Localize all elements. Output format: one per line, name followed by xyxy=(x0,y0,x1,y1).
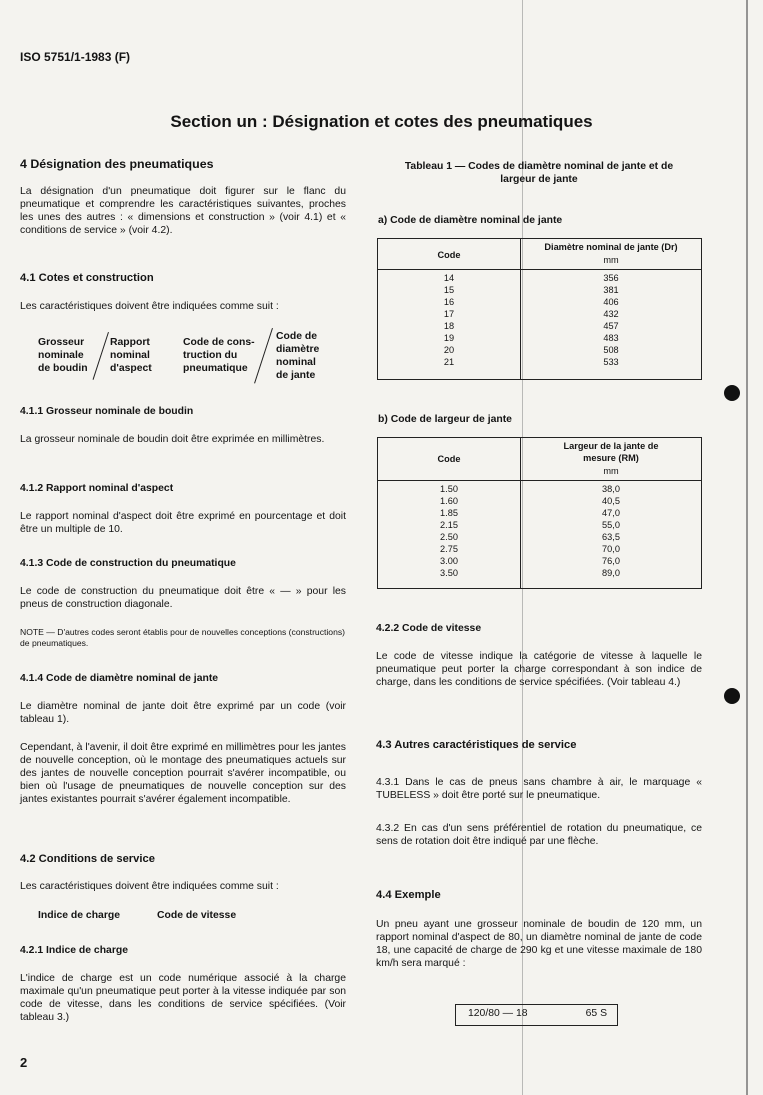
table-b-value-cell: 55,0 xyxy=(602,520,620,530)
section-4-1 xyxy=(20,272,346,313)
table-b-code-cell: 2.50 xyxy=(440,532,458,542)
table-a-col-unit: mm xyxy=(603,255,619,265)
table-a-code-cell: 18 xyxy=(443,321,455,331)
table-a-value-cell: 533 xyxy=(603,357,619,367)
section-4-2-text: Les caractéristiques doivent être indiquées comme suit : xyxy=(20,881,279,892)
table-rim-width xyxy=(377,437,702,589)
load-index-label: Indice de charge xyxy=(38,910,120,921)
section-4-1-2 xyxy=(20,482,346,536)
section-4-2 xyxy=(20,853,346,893)
table-a-col-diameter: Diamètre nominal de jante (Dr) xyxy=(544,242,678,252)
table-b-code-cell: 3.50 xyxy=(440,568,458,578)
table-rim-diameter xyxy=(377,238,702,380)
section-4-1-2-text: Le rapport nominal d'aspect doit être exprimé en pourcentage et doit être un multiple de 10. xyxy=(20,511,346,535)
section-4-4 xyxy=(376,889,702,970)
standard-reference: ISO 5751/1-1983 (F) xyxy=(20,50,131,64)
table-a-value-cell: 457 xyxy=(603,321,619,331)
schema-separator xyxy=(93,332,109,380)
table-a-col-code: Code xyxy=(437,250,461,260)
section-4-2-heading: 4.2 Conditions de service xyxy=(20,853,155,865)
section-4-1-text: Les caractéristiques doivent être indiquées comme suit : xyxy=(20,301,279,312)
table-b-value-cell: 47,0 xyxy=(602,508,620,518)
section-4-3 xyxy=(376,739,702,848)
table-b-col-width-2: mesure (RM) xyxy=(583,453,639,463)
section-4-1-4-heading: 4.1.4 Code de diamètre nominal de jante xyxy=(20,673,219,684)
table-a-value-cell: 432 xyxy=(603,309,619,319)
section-4-1-4-text-1: Le diamètre nominal de jante doit être exprimé par un code (voir tableau 1). xyxy=(20,701,346,725)
page-number: 2 xyxy=(20,1055,28,1070)
section-4-2-2-heading: 4.2.2 Code de vitesse xyxy=(376,623,482,634)
punch-hole-marker xyxy=(724,385,740,401)
table-a-label: a) Code de diamètre nominal de jante xyxy=(378,215,563,226)
section-4-1-3 xyxy=(20,557,346,611)
section-4-4-text: Un pneu ayant une grosseur nominale de boudin de 120 mm, un rapport nominal d'aspect de 80, un diamètre nominal de jante de code 18, une capacité de charge de 290 kg et une vitesse maximale de 180 km/h sera marqué : xyxy=(376,919,702,969)
section-4-4-heading: 4.4 Exemple xyxy=(376,889,441,901)
section-4-3-2-text: 4.3.2 En cas d'un sens préférentiel de rotation du pneumatique, ce sens de rotation doit être indiqué par une flèche. xyxy=(376,823,702,847)
table-b-value-cell: 70,0 xyxy=(602,544,620,554)
section-4-3-heading: 4.3 Autres caractéristiques de service xyxy=(376,739,577,751)
table-b-code-cell: 1.85 xyxy=(440,508,458,518)
section-4-1-1-text: La grosseur nominale de boudin doit être exprimée en millimètres. xyxy=(20,434,325,445)
schema-construction-code: Code de cons- truction du pneumatique xyxy=(183,337,255,374)
marking-size: 120/80 — 18 xyxy=(468,1008,528,1019)
table-b-codes xyxy=(378,483,520,579)
table-a-code-cell: 14 xyxy=(443,273,455,283)
section-4 xyxy=(20,158,346,237)
section-4-2-1-heading: 4.2.1 Indice de charge xyxy=(20,945,128,956)
table-b-col-code: Code xyxy=(437,454,461,464)
table-a-value-cell: 381 xyxy=(603,285,619,295)
table-b-value-cell: 38,0 xyxy=(602,484,620,494)
table-a-value-cell: 356 xyxy=(603,273,619,283)
section-4-1-2-heading: 4.1.2 Rapport nominal d'aspect xyxy=(20,483,174,494)
table-a-code-cell: 16 xyxy=(443,297,455,307)
section-4-1-4-text-2: Cependant, à l'avenir, il doit être exprimé en millimètres pour les jantes de nouvelle conception, où le montage des pneumatiques actuels sur des jantes de nouvelle conception pourrait s'avérer incompatible, ou bien où l'usage de pneumatiques de nouvelle conception sur des jantes existantes pourrait s'avérer également incompatible. xyxy=(20,742,346,805)
table-b-code-cell: 1.60 xyxy=(440,496,458,506)
table-b-col-unit: mm xyxy=(603,466,619,476)
schema-rim-diameter-code: Code de diamètre nominal de jante xyxy=(276,331,320,381)
section-4-2-2 xyxy=(376,622,702,689)
section-4-text: La désignation d'un pneumatique doit figurer sur le flanc du pneumatique et comprendre les caractéristiques suivantes, proches les unes des autres : « dimensions et construction » (voir 4.1) et « conditions de service » (voir 4.2). xyxy=(20,186,346,236)
table-1-caption: Tableau 1 — Codes de diamètre nominal de jante et de largeur de jante xyxy=(404,161,674,185)
table-a-code-cell: 17 xyxy=(443,309,455,319)
table-a-code-cell: 15 xyxy=(443,285,455,295)
table-b-value-cell: 76,0 xyxy=(602,556,620,566)
schema-separator xyxy=(254,328,273,383)
table-b-value-cell: 63,5 xyxy=(602,532,620,542)
section-4-2-2-text: Le code de vitesse indique la catégorie de vitesse à laquelle le pneumatique peut porter la charge correspondant à son indice de charge, dans les conditions de service spécifiées. (Voir tableau 4.) xyxy=(376,651,702,688)
section-4-1-heading: 4.1 Cotes et construction xyxy=(20,272,154,284)
scan-edge-line xyxy=(746,0,748,1095)
section-4-2-1-text: L'indice de charge est un code numérique associé à la charge maximale qu'un pneumatique peut porter à la vitesse indiquée par son code de vitesse, dans les conditions de service spécifiées. (Voir tableau 3.) xyxy=(20,973,346,1023)
table-a-code-cell: 19 xyxy=(443,333,455,343)
table-a-value-cell: 483 xyxy=(603,333,619,343)
table-b-col-width-1: Largeur de la jante de xyxy=(563,441,659,451)
schema-aspect-ratio: Rapport nominal d'aspect xyxy=(110,337,152,374)
table-b-code-cell: 3.00 xyxy=(440,556,458,566)
marking-service: 65 S xyxy=(585,1008,607,1019)
section-4-1-3-heading: 4.1.3 Code de construction du pneumatique xyxy=(20,558,236,569)
section-4-1-1-heading: 4.1.1 Grosseur nominale de boudin xyxy=(20,406,194,417)
table-b-values xyxy=(521,483,701,579)
section-4-1-4 xyxy=(20,672,346,806)
table-a-codes xyxy=(378,272,520,368)
note: NOTE — D'autres codes seront établis pour de nouvelles conceptions (constructions) de pneumatiques. xyxy=(20,627,346,648)
section-4-3-1-text: 4.3.1 Dans le cas de pneus sans chambre à air, le marquage « TUBELESS » doit être porté sur le pneumatique. xyxy=(376,777,702,801)
table-b-code-cell: 1.50 xyxy=(440,484,458,494)
table-b-value-cell: 40,5 xyxy=(602,496,620,506)
section-4-1-1 xyxy=(20,405,346,446)
section-4-heading: 4 Désignation des pneumatiques xyxy=(20,157,214,171)
section-4-1-3-text: Le code de construction du pneumatique doit être « — » pour les pneus de construction diagonale. xyxy=(20,586,346,610)
table-b-code-cell: 2.15 xyxy=(440,520,458,530)
table-a-values xyxy=(521,272,701,368)
page-title: Section un : Désignation et cotes des pneumatiques xyxy=(170,112,593,131)
table-a-value-cell: 508 xyxy=(603,345,619,355)
speed-code-label: Code de vitesse xyxy=(157,910,237,921)
table-b-label: b) Code de largeur de jante xyxy=(378,414,512,425)
marking-example-box xyxy=(455,1004,618,1026)
section-4-2-1 xyxy=(20,944,346,1024)
table-a-code-cell: 20 xyxy=(443,345,455,355)
table-b-code-cell: 2.75 xyxy=(440,544,458,554)
punch-hole-marker xyxy=(724,688,740,704)
table-a-value-cell: 406 xyxy=(603,297,619,307)
table-a-code-cell: 21 xyxy=(443,357,455,367)
table-b-value-cell: 89,0 xyxy=(602,568,620,578)
schema-tyre-width: Grosseur nominale de boudin xyxy=(38,337,88,374)
